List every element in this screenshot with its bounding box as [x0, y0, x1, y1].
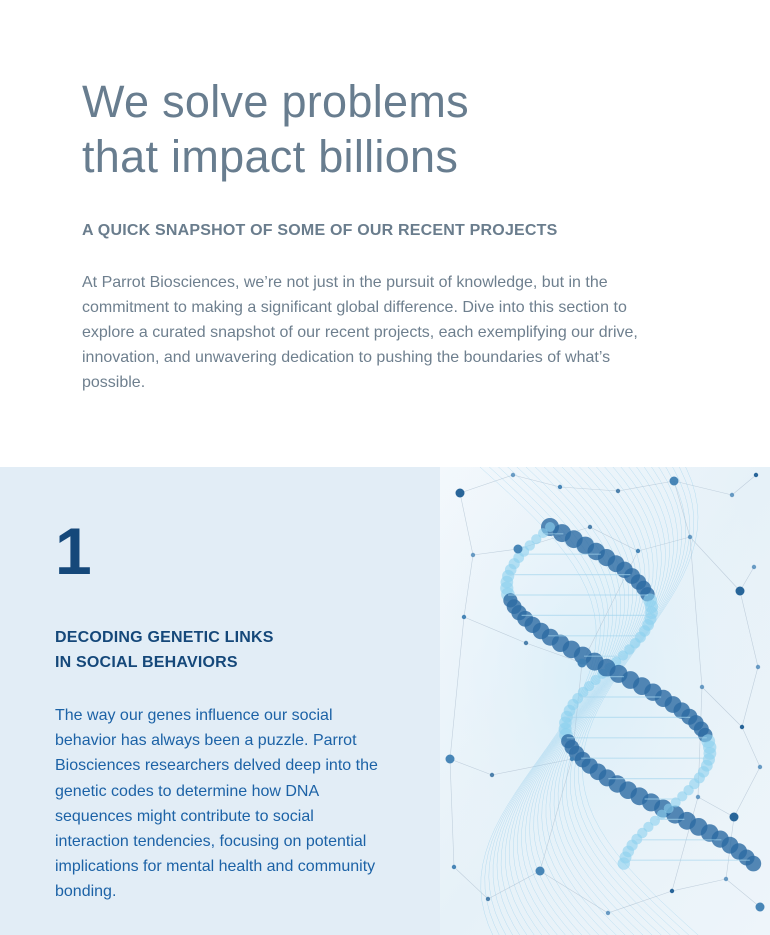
- project-number: 1: [55, 514, 92, 588]
- section-subheading: A QUICK SNAPSHOT OF SOME OF OUR RECENT PROJECTS: [82, 222, 558, 239]
- project-title-line-1: DECODING GENETIC LINKS: [55, 629, 274, 646]
- project-description: The way our genes influence our social behavior has always been a puzzle. Parrot Biosciences researchers delved deep into the genetic codes to determine how DNA sequences might contribute to social interaction tendencies, focusing on potential implications for mental health and community bonding.: [55, 707, 378, 901]
- project-title-line-2: IN SOCIAL BEHAVIORS: [55, 654, 238, 671]
- page-headline: [82, 74, 682, 184]
- headline-line-1: We solve problems: [82, 76, 469, 127]
- project-title: [55, 625, 385, 675]
- headline-line-2: that impact billions: [82, 131, 459, 182]
- dna-helix-image: [440, 467, 770, 935]
- intro-paragraph: At Parrot Biosciences, we’re not just in the pursuit of knowledge, but in the commitment to making a significant global difference. Dive into this section to explore a curated snapshot of our recent projects, each exemplifying our drive, innovation, and unwavering dedication to pushing the boundaries of what’s possible.: [82, 274, 638, 391]
- dna-helix-illustration: [440, 467, 770, 935]
- project-text: [55, 515, 385, 905]
- intro-section: [82, 74, 682, 395]
- project-feature: [0, 467, 770, 935]
